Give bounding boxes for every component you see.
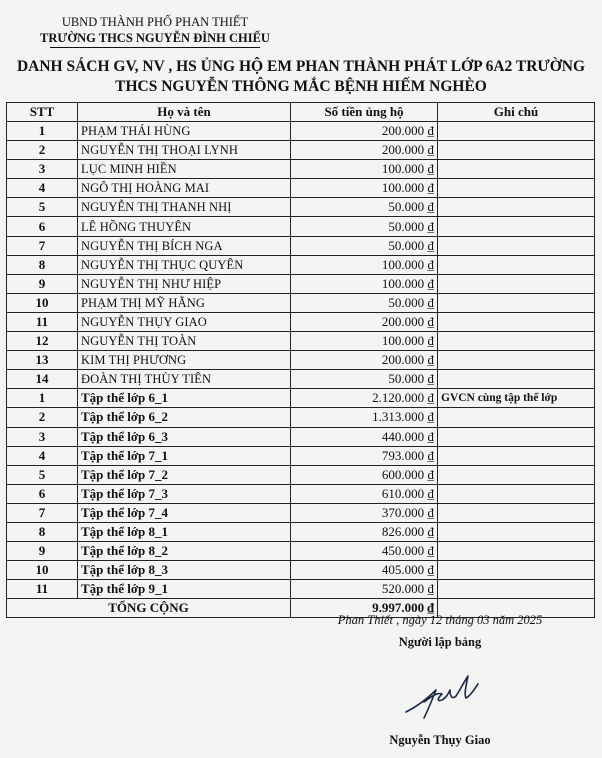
row-note: GVCN cùng tập thể lớp	[438, 389, 595, 408]
col-header-name: Họ và tên	[78, 103, 291, 122]
row-name: LỤC MINH HIỀN	[78, 160, 291, 179]
row-amount: 200.000 ₫	[291, 312, 438, 331]
row-amount: 2.120.000 ₫	[291, 389, 438, 408]
table-row	[7, 542, 595, 561]
row-stt: 4	[7, 179, 78, 198]
col-header-stt: STT	[7, 103, 78, 122]
table-row	[7, 408, 595, 427]
row-note	[438, 503, 595, 522]
row-name: NGUYỄN THỊ THOẠI LYNH	[78, 141, 291, 160]
row-note	[438, 122, 595, 141]
row-name: PHẠM THỊ MỸ HẰNG	[78, 293, 291, 312]
row-note	[438, 332, 595, 351]
table-row	[7, 179, 595, 198]
row-stt: 11	[7, 580, 78, 599]
row-note	[438, 484, 595, 503]
row-amount: 50.000 ₫	[291, 236, 438, 255]
row-amount: 793.000 ₫	[291, 446, 438, 465]
row-amount: 520.000 ₫	[291, 580, 438, 599]
row-name: Tập thể lớp 8_2	[78, 542, 291, 561]
row-name: NGUYỄN THỤY GIAO	[78, 312, 291, 331]
table-row	[7, 427, 595, 446]
donation-table	[6, 102, 595, 618]
row-stt: 1	[7, 122, 78, 141]
row-stt: 9	[7, 274, 78, 293]
table-row	[7, 198, 595, 217]
total-amount: 9.997.000 ₫	[291, 599, 438, 618]
row-note	[438, 351, 595, 370]
footer-date: Phan Thiết , ngày 12 tháng 03 năm 2025	[337, 613, 543, 627]
row-note	[438, 446, 595, 465]
row-stt: 8	[7, 255, 78, 274]
row-amount: 100.000 ₫	[291, 332, 438, 351]
table-row	[7, 255, 595, 274]
row-amount: 440.000 ₫	[291, 427, 438, 446]
table-row	[7, 522, 595, 541]
row-note	[438, 141, 595, 160]
row-stt: 2	[7, 141, 78, 160]
row-stt: 12	[7, 332, 78, 351]
row-amount: 100.000 ₫	[291, 179, 438, 198]
table-header-row	[7, 103, 595, 122]
row-stt: 5	[7, 198, 78, 217]
row-stt: 2	[7, 408, 78, 427]
row-stt: 6	[7, 217, 78, 236]
row-note	[438, 312, 595, 331]
table-row	[7, 332, 595, 351]
row-amount: 50.000 ₫	[291, 370, 438, 389]
row-amount: 600.000 ₫	[291, 465, 438, 484]
row-name: Tập thể lớp 9_1	[78, 580, 291, 599]
row-stt: 9	[7, 542, 78, 561]
row-stt: 10	[7, 293, 78, 312]
row-name: NGUYỄN THỊ NHƯ HIỆP	[78, 274, 291, 293]
header-underline	[50, 47, 260, 48]
row-stt: 14	[7, 370, 78, 389]
table-row	[7, 561, 595, 580]
table-row	[7, 580, 595, 599]
row-stt: 7	[7, 503, 78, 522]
row-stt: 11	[7, 312, 78, 331]
table-row	[7, 351, 595, 370]
table-row	[7, 217, 595, 236]
row-stt: 4	[7, 446, 78, 465]
row-amount: 200.000 ₫	[291, 351, 438, 370]
row-name: Tập thể lớp 6_3	[78, 427, 291, 446]
table-row	[7, 370, 595, 389]
row-name: NGUYỄN THỊ THỤC QUYÊN	[78, 255, 291, 274]
title-line-1: DANH SÁCH GV, NV , HS ỦNG HỘ EM PHAN THÀNH PHÁT LỚP 6A2 TRƯỜNG	[16, 58, 586, 75]
row-name: Tập thể lớp 8_3	[78, 561, 291, 580]
total-label: TỔNG CỘNG	[7, 599, 291, 618]
row-name: NGÔ THỊ HOÀNG MAI	[78, 179, 291, 198]
row-note	[438, 160, 595, 179]
row-name: LÊ HỒNG THUYÊN	[78, 217, 291, 236]
table-row	[7, 141, 595, 160]
row-note	[438, 236, 595, 255]
government-name: UBND THÀNH PHỐ PHAN THIẾT	[61, 15, 249, 29]
row-note	[438, 255, 595, 274]
row-name: Tập thể lớp 7_2	[78, 465, 291, 484]
row-amount: 610.000 ₫	[291, 484, 438, 503]
row-note	[438, 542, 595, 561]
row-amount: 826.000 ₫	[291, 522, 438, 541]
row-name: NGUYỄN THỊ THANH NHỊ	[78, 198, 291, 217]
row-note	[438, 561, 595, 580]
row-amount: 100.000 ₫	[291, 160, 438, 179]
row-note	[438, 465, 595, 484]
row-amount: 50.000 ₫	[291, 198, 438, 217]
row-amount: 450.000 ₫	[291, 542, 438, 561]
row-note	[438, 522, 595, 541]
school-name: TRƯỜNG THCS NGUYỄN ĐÌNH CHIỂU	[40, 31, 270, 45]
signer-name: Nguyễn Thụy Giao	[389, 733, 491, 747]
handwritten-signature	[398, 672, 498, 722]
row-name: NGUYỄN THỊ TOÀN	[78, 332, 291, 351]
row-note	[438, 198, 595, 217]
row-note	[438, 408, 595, 427]
row-name: NGUYỄN THỊ BÍCH NGA	[78, 236, 291, 255]
row-name: PHẠM THÁI HÙNG	[78, 122, 291, 141]
table-body	[7, 122, 595, 599]
row-amount: 50.000 ₫	[291, 217, 438, 236]
table-row	[7, 484, 595, 503]
table-row	[7, 274, 595, 293]
row-amount: 405.000 ₫	[291, 561, 438, 580]
row-stt: 13	[7, 351, 78, 370]
col-header-amount: Số tiền ủng hộ	[291, 103, 438, 122]
row-stt: 6	[7, 484, 78, 503]
row-name: Tập thể lớp 7_1	[78, 446, 291, 465]
row-name: Tập thể lớp 6_1	[78, 389, 291, 408]
row-note	[438, 179, 595, 198]
row-note	[438, 427, 595, 446]
row-name: Tập thể lớp 8_1	[78, 522, 291, 541]
table-row	[7, 122, 595, 141]
document-header	[0, 14, 310, 48]
table-row	[7, 236, 595, 255]
row-stt: 10	[7, 561, 78, 580]
row-name: KIM THỊ PHƯƠNG	[78, 351, 291, 370]
row-amount: 100.000 ₫	[291, 255, 438, 274]
row-name: ĐOÀN THỊ THÙY TIÊN	[78, 370, 291, 389]
row-amount: 370.000 ₫	[291, 503, 438, 522]
row-stt: 1	[7, 389, 78, 408]
row-stt: 3	[7, 427, 78, 446]
row-amount: 100.000 ₫	[291, 274, 438, 293]
row-note	[438, 293, 595, 312]
row-stt: 5	[7, 465, 78, 484]
table-row	[7, 389, 595, 408]
table-row	[7, 446, 595, 465]
row-stt: 3	[7, 160, 78, 179]
row-stt: 8	[7, 522, 78, 541]
row-name: Tập thể lớp 6_2	[78, 408, 291, 427]
row-note	[438, 274, 595, 293]
row-stt: 7	[7, 236, 78, 255]
title-line-2: THCS NGUYỄN THÔNG MẮC BỆNH HIẾM NGHÈO	[115, 78, 487, 95]
row-amount: 1.313.000 ₫	[291, 408, 438, 427]
document-title	[0, 57, 602, 97]
table-row	[7, 503, 595, 522]
row-name: Tập thể lớp 7_4	[78, 503, 291, 522]
row-note	[438, 217, 595, 236]
table-row	[7, 312, 595, 331]
table-row	[7, 160, 595, 179]
table-row	[7, 465, 595, 484]
col-header-note: Ghi chú	[438, 103, 595, 122]
row-amount: 200.000 ₫	[291, 141, 438, 160]
footer-role: Người lập bảng	[398, 635, 482, 649]
row-note	[438, 370, 595, 389]
row-amount: 50.000 ₫	[291, 293, 438, 312]
table-row	[7, 293, 595, 312]
row-name: Tập thể lớp 7_3	[78, 484, 291, 503]
row-amount: 200.000 ₫	[291, 122, 438, 141]
row-note	[438, 580, 595, 599]
